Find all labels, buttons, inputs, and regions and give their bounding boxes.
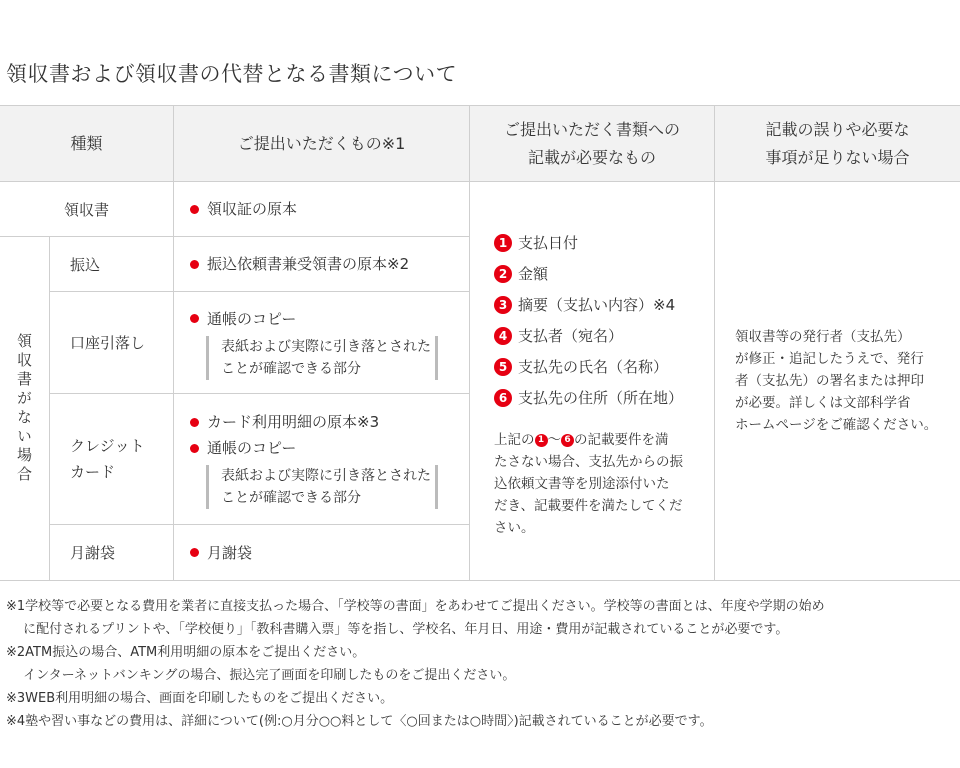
page-title: 領収書および領収書の代替となる書類について xyxy=(6,62,458,86)
header-type: 種類 xyxy=(0,106,174,182)
credit-note: 表紙および実際に引き落とされた ことが確認できる部分 xyxy=(206,465,438,509)
footnote-line: に配付されるプリントや、「学校便り」「教科書購入票」等を指し、学校名、年月日、用途・費用が記載されていることが必要です。 xyxy=(6,622,789,637)
bullet-icon xyxy=(190,205,199,214)
required-items-cell xyxy=(470,182,715,581)
row-transfer-label: 振込 xyxy=(50,237,174,292)
bullet-icon xyxy=(190,418,199,427)
required-item xyxy=(494,227,714,258)
required-item-text: 支払日付 xyxy=(518,234,579,252)
required-item-text: 支払先の住所（所在地） xyxy=(518,389,684,407)
footnote-line: ※3WEB利用明細の場合、画面を印刷したものをご提出ください。 xyxy=(6,691,394,706)
row-receipt-label: 領収書 xyxy=(0,182,174,237)
required-item xyxy=(494,320,714,351)
row-debit-label: 口座引落し xyxy=(50,292,174,394)
footnote-line: ※4塾や習い事などの費用は、詳細について(例:○月分○○料として〈○回または○時間〉)記載されていることが必要です。 xyxy=(6,714,713,729)
row-monthly-item: 月謝袋 xyxy=(174,525,470,581)
bullet-icon xyxy=(190,260,199,269)
number-6-icon: 6 xyxy=(561,434,574,447)
missing-desc-line: 者（支払先）の署名または押印 xyxy=(735,373,924,389)
number-5-icon: 5 xyxy=(494,358,512,376)
row-credit-label: クレジット カード xyxy=(50,394,174,525)
required-item-text: 支払者（宛名） xyxy=(518,327,624,345)
number-2-icon: 2 xyxy=(494,265,512,283)
group-no-receipt: 領収書がない場合 xyxy=(0,237,50,581)
debit-note: 表紙および実際に引き落とされた ことが確認できる部分 xyxy=(206,336,438,380)
required-item xyxy=(494,382,714,413)
documents-table xyxy=(0,105,960,581)
number-1-icon: 1 xyxy=(535,434,548,447)
required-items-list xyxy=(494,227,714,413)
row-transfer-item: 振込依頼書兼受領書の原本※2 xyxy=(174,237,470,292)
footnote-line: ※1学校等で必要となる費用を業者に直接支払った場合、「学校等の書面」をあわせてご提出ください。学校等の書面とは、年度や学期の始め xyxy=(6,599,825,614)
footnote-line: ※2ATM振込の場合、ATM利用明細の原本をご提出ください。 xyxy=(6,645,366,660)
required-item xyxy=(494,351,714,382)
number-1-icon: 1 xyxy=(494,234,512,252)
missing-desc-line: ホームページをご確認ください。 xyxy=(735,417,938,433)
number-3-icon: 3 xyxy=(494,296,512,314)
required-item xyxy=(494,258,714,289)
missing-desc xyxy=(735,326,937,436)
bullet-icon xyxy=(190,314,199,323)
bullet-icon xyxy=(190,444,199,453)
row-debit-item: 通帳のコピー 表紙および実際に引き落とされた ことが確認できる部分 xyxy=(174,292,470,394)
row-credit-item: カード利用明細の原本※3 通帳のコピー 表紙および実際に引き落とされた ことが確認できる部分 xyxy=(174,394,470,525)
missing-desc-line: が修正・追記したうえで、発行 xyxy=(735,351,924,367)
number-6-icon: 6 xyxy=(494,389,512,407)
header-missing: 記載の誤りや必要な 事項が足りない場合 xyxy=(715,106,960,182)
missing-desc-line: 領収書等の発行者（支払先） xyxy=(735,329,911,345)
required-item xyxy=(494,289,714,320)
required-item-text: 金額 xyxy=(518,265,549,283)
missing-desc-cell xyxy=(715,182,960,581)
number-4-icon: 4 xyxy=(494,327,512,345)
required-item-text: 摘要（支払い内容）※4 xyxy=(518,296,676,314)
header-submit: ご提出いただくもの※1 xyxy=(174,106,470,182)
missing-desc-line: が必要。詳しくは文部科学省 xyxy=(735,395,911,411)
row-monthly-label: 月謝袋 xyxy=(50,525,174,581)
row-receipt-item: 領収証の原本 xyxy=(174,182,470,237)
footnote-line: インターネットバンキングの場合、振込完了画面を印刷したものをご提出ください。 xyxy=(6,668,516,683)
bullet-icon xyxy=(190,548,199,557)
header-required: ご提出いただく書類への 記載が必要なもの xyxy=(470,106,715,182)
required-desc: 上記の 1 ～ 6 の記載要件を満 たさない場合、支払先からの振 込依頼文書等を別途添付いた だき、記載要件を満たしてくだ さい。 xyxy=(494,432,683,536)
required-item-text: 支払先の氏名（名称） xyxy=(518,358,669,376)
